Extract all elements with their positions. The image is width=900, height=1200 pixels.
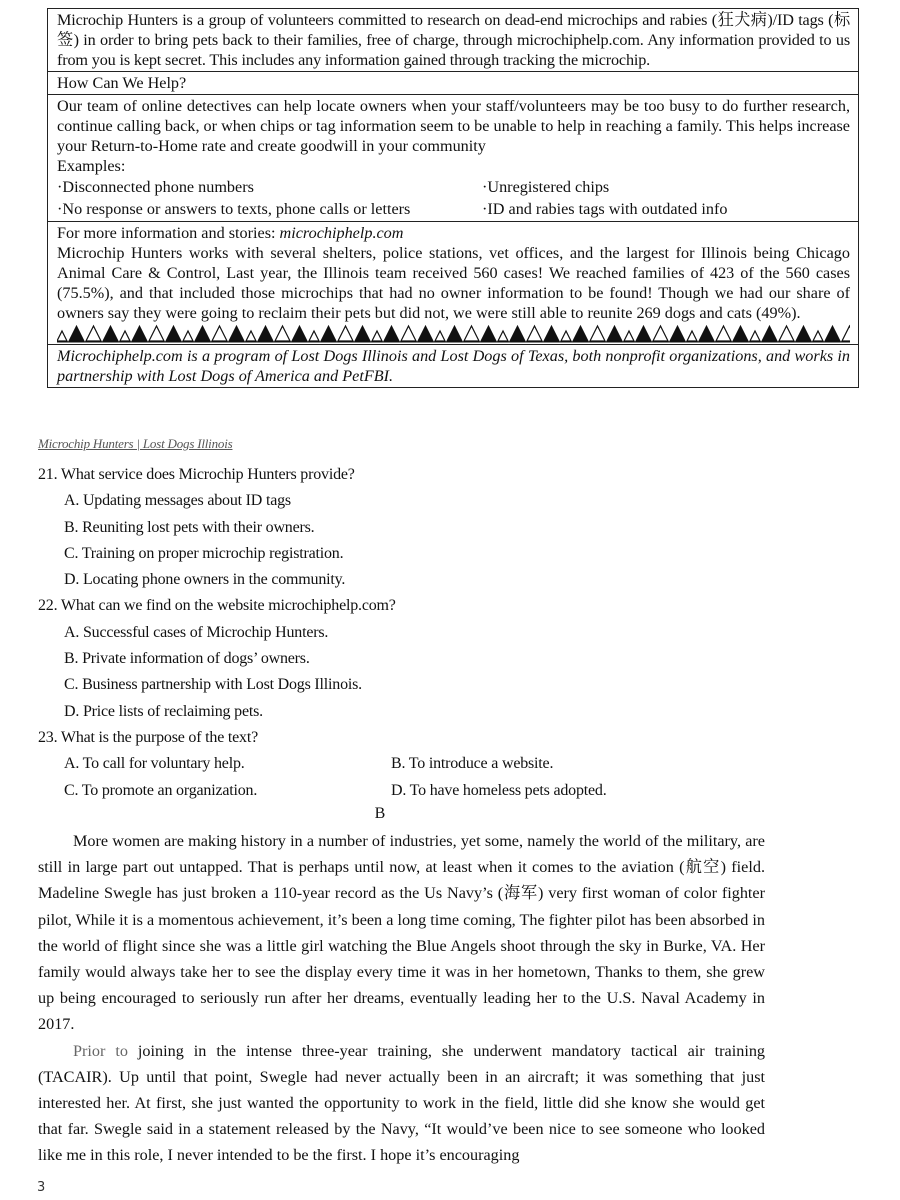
triangle-mark xyxy=(309,331,319,341)
triangle-mark xyxy=(607,326,622,341)
triangle-mark xyxy=(716,326,731,341)
page-number: 3 xyxy=(37,1180,46,1195)
answer-option: A. Successful cases of Microchip Hunters. xyxy=(64,623,329,641)
section-b-heading: B xyxy=(374,805,386,822)
triangle-mark xyxy=(86,326,101,341)
triangle-mark xyxy=(384,326,399,341)
triangle-mark xyxy=(132,326,147,341)
answer-option: B. Reuniting lost pets with their owners. xyxy=(64,518,315,536)
triangle-mark xyxy=(355,326,370,341)
triangle-mark xyxy=(561,331,571,341)
help-heading: How Can We Help? xyxy=(48,72,858,95)
question-23 xyxy=(38,725,858,804)
triangle-border-decoration xyxy=(57,323,850,343)
answer-option: C. To promote an organization. xyxy=(64,781,258,799)
stats-paragraph: Microchip Hunters works with several shelters, police stations, vet offices, and the largest for Illinois being Chicago Animal Care & Control, Last year, the Illinois team received 560 cases! We reached families of 423 of the 560 cases (75.5%), and that included those microchips that had no owner information to be found! Though we had our share of owners say they were going to reclaim their pets but did not, we were still able to reunite 269 dogs and cats (49%). xyxy=(57,244,850,322)
triangle-mark xyxy=(796,326,811,341)
more-info-label: For more information and stories: xyxy=(57,224,280,242)
triangle-mark xyxy=(103,326,118,341)
answer-options-row xyxy=(38,778,858,804)
triangle-mark xyxy=(510,326,525,341)
intro-paragraph: Microchip Hunters is a group of volunteers committed to research on dead-end microchips and rabies (狂犬病)/ID tags (标签) in order to bring pets back to their families, free of charge, through microchiphelp.com. Any information provided to us from you is kept secret. This includes any information gained through tracking the microchip. xyxy=(48,9,858,72)
triangle-mark xyxy=(699,326,714,341)
triangle-mark xyxy=(573,326,588,341)
answer-option: C. Business partnership with Lost Dogs Illinois. xyxy=(64,676,362,694)
example-item: ·Unregistered chips xyxy=(482,178,610,196)
question-stem: 22. What can we find on the website microchiphelp.com? xyxy=(38,597,396,615)
examples-row xyxy=(57,176,850,198)
answer-option: D. To have homeless pets adopted. xyxy=(391,781,607,799)
answer-option: B. To introduce a website. xyxy=(391,755,554,773)
triangle-mark xyxy=(401,326,416,341)
triangle-mark xyxy=(779,326,794,341)
triangle-mark xyxy=(166,326,181,341)
answer-option: D. Locating phone owners in the community. xyxy=(64,571,346,589)
triangle-mark xyxy=(149,326,164,341)
triangle-mark xyxy=(464,326,479,341)
examples-row xyxy=(57,198,850,220)
triangle-mark xyxy=(69,326,84,341)
triangle-mark xyxy=(447,326,462,341)
triangle-mark xyxy=(653,326,668,341)
example-item: ·No response or answers to texts, phone calls or letters xyxy=(57,200,411,218)
examples-label: Examples: xyxy=(57,157,126,175)
triangle-mark xyxy=(292,326,307,341)
passage-b xyxy=(38,828,765,1169)
triangle-mark xyxy=(750,331,760,341)
triangle-mark xyxy=(338,326,353,341)
triangle-pattern-icon xyxy=(57,323,850,343)
triangle-mark xyxy=(813,331,823,341)
triangle-mark xyxy=(842,326,850,341)
question-21 xyxy=(38,462,858,593)
triangle-mark xyxy=(590,326,605,341)
triangle-mark xyxy=(544,326,559,341)
help-text: Our team of online detectives can help locate owners when your staff/volunteers may be too busy to do further research, continue calling back, or when chips or tag information seem to be unable to help in reaching a family. This helps increase your Return-to-Home rate and create goodwill in your community xyxy=(57,97,850,155)
triangle-mark xyxy=(229,326,244,341)
triangle-mark xyxy=(435,331,445,341)
questions-section xyxy=(38,462,858,804)
answer-option: D. Price lists of reclaiming pets. xyxy=(64,702,263,720)
more-info-line xyxy=(57,223,850,243)
triangle-mark xyxy=(258,326,273,341)
triangle-mark xyxy=(670,326,685,341)
triangle-mark xyxy=(733,326,748,341)
paragraph-lead-words: Prior to xyxy=(73,1041,128,1060)
triangle-mark xyxy=(527,326,542,341)
example-item: ·Disconnected phone numbers xyxy=(57,178,254,196)
triangle-mark xyxy=(636,326,651,341)
website-link[interactable]: microchiphelp.com xyxy=(279,224,404,242)
help-section xyxy=(48,95,858,222)
answer-options-row xyxy=(38,751,858,777)
triangle-mark xyxy=(418,326,433,341)
paragraph-body: joining in the intense three-year training, she underwent mandatory tactical air training (TACAIR). Up until that point, Swegle had never actually been in an aircraft; it was something that just interested her. At first, she just wanted the opportunity to work in the field, little did she know she would get that far. Swegle said in a statement released by the Navy, “It would’ve been nice to see someone who looked like me in this role, I never intended to be the first. I hope it’s encouraging xyxy=(38,1041,766,1165)
triangle-mark xyxy=(624,331,634,341)
answer-option: A. Updating messages about ID tags xyxy=(64,492,291,510)
question-stem: 21. What service does Microchip Hunters provide? xyxy=(38,466,355,483)
triangle-mark xyxy=(212,326,227,341)
triangle-mark xyxy=(498,331,508,341)
advertisement-box xyxy=(47,8,859,388)
triangle-mark xyxy=(275,326,290,341)
footer-note: Microchiphelp.com is a program of Lost Dogs Illinois and Lost Dogs of Texas, both nonprofit organizations, and works in partnership with Lost Dogs of America and PetFBI. xyxy=(57,347,850,385)
triangle-mark xyxy=(183,331,193,341)
triangle-mark xyxy=(57,331,67,341)
triangle-mark xyxy=(246,331,256,341)
triangle-mark xyxy=(481,326,496,341)
question-22 xyxy=(38,593,858,724)
stats-section xyxy=(48,222,858,345)
triangle-mark xyxy=(120,331,130,341)
triangle-mark xyxy=(321,326,336,341)
passage-paragraph-1: More women are making history in a number of industries, yet some, namely the world of the military, are still in large part out untapped. That is perhaps until now, at least when it comes to the aviation (航空) field. Madeline Swegle has just broken a 110-year record as the Us Navy’s (海军) very first woman of color fighter pilot, While it is a momentous achievement, it’s been a long time coming, The fighter pilot has been absorbed in the world of flight since she was a little girl watching the Blue Angels shoot through the sky in Burke, VA. Her family would always take her to see the display every time it was in her hometown, Thanks to them, she grew up being encouraged to seriously run after her dreams, eventually leading her to the U.S. Naval Academy in 2017. xyxy=(38,832,765,1034)
passage-paragraph-2 xyxy=(38,1038,765,1169)
answer-option: A. To call for voluntary help. xyxy=(64,755,245,773)
source-link[interactable]: Microchip Hunters | Lost Dogs Illinois xyxy=(38,436,233,451)
triangle-mark xyxy=(195,326,210,341)
triangle-mark xyxy=(762,326,777,341)
answer-option: C. Training on proper microchip registration. xyxy=(64,544,344,562)
triangle-mark xyxy=(687,331,697,341)
example-item: ·ID and rabies tags with outdated info xyxy=(482,200,728,218)
triangle-mark xyxy=(372,331,382,341)
answer-option: B. Private information of dogs’ owners. xyxy=(64,650,310,668)
question-stem: 23. What is the purpose of the text? xyxy=(38,728,259,746)
triangle-mark xyxy=(825,326,840,341)
